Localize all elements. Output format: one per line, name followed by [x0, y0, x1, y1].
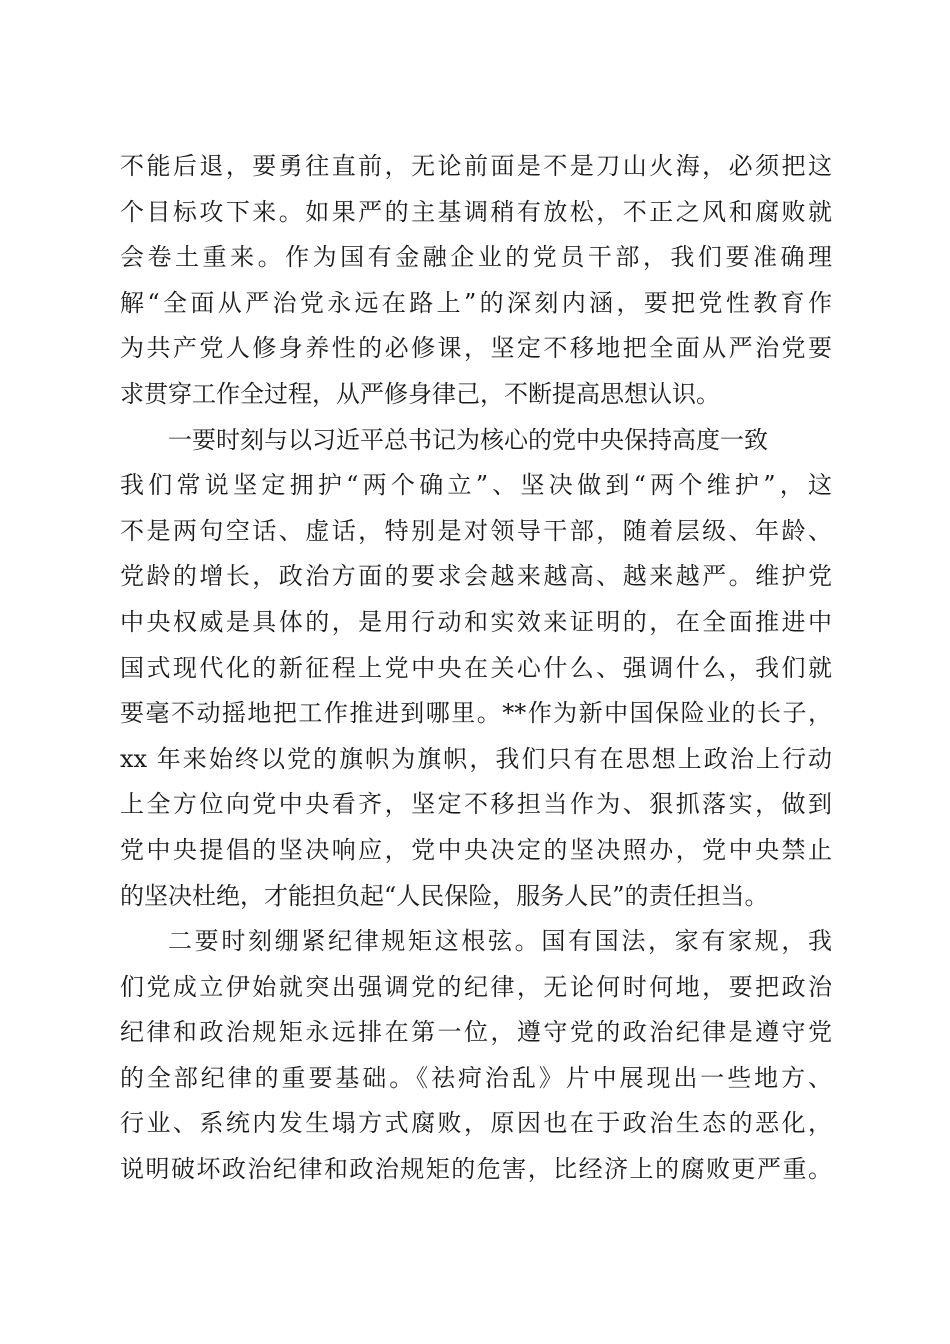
text-line: 要毫不动摇地把工作推进到哪里。**作为新中国保险业的长子， [120, 699, 832, 728]
text-line: 不是两句空话、虚话，特别是对领导干部，随着层级、年龄、 [120, 516, 832, 545]
section-heading-line: 一要时刻与以习近平总书记为核心的党中央保持高度一致 [168, 425, 768, 454]
text-line: 党中央提倡的坚决响应，党中央决定的坚决照办，党中央禁止 [120, 835, 832, 864]
text-line: 行业、系统内发生塌方式腐败，原因也在于政治生态的恶化， [120, 1109, 832, 1138]
text-line: xx 年来始终以党的旗帜为旗帜，我们只有在思想上政治上行动 [120, 744, 832, 773]
text-line: 个目标攻下来。如果严的主基调稍有放松，不正之风和腐败就 [120, 197, 832, 226]
body-text [120, 144, 832, 1193]
text-line: 们党成立伊始就突出强调党的纪律，无论何时何地，要把政治 [120, 972, 832, 1001]
text-line: 解“全面从严治党永远在路上”的深刻内涵，要把党性教育作 [120, 288, 832, 317]
text-line: 中央权威是具体的，是用行动和实效来证明的，在全面推进中 [120, 607, 832, 636]
text-line: 的全部纪律的重要基础。《祛疴治乱》片中展现出一些地方、 [120, 1063, 832, 1092]
text-line: 国式现代化的新征程上党中央在关心什么、强调什么，我们就 [120, 653, 832, 682]
text-line: 求贯穿工作全过程，从严修身律己，不断提高思想认识。 [120, 379, 720, 408]
text-line: 不能后退，要勇往直前，无论前面是不是刀山火海，必须把这 [120, 152, 832, 180]
text-line: 会卷土重来。作为国有金融企业的党员干部，我们要准确理 [120, 243, 832, 272]
section-heading-line: 二要时刻绷紧纪律规矩这根弦。国有国法，家有家规，我 [168, 927, 832, 956]
text-line: 纪律和政治规矩永远排在第一位，遵守党的政治纪律是遵守党 [120, 1018, 832, 1047]
text-line: 说明破坏政治纪律和政治规矩的危害，比经济上的腐败更严重。 [120, 1155, 832, 1184]
text-line: 为共产党人修身养性的必修课，坚定不移地把全面从严治党要 [120, 334, 832, 363]
text-line: 的坚决杜绝，才能担负起“人民保险，服务人民”的责任担当。 [120, 881, 769, 910]
text-line: 党龄的增长，政治方面的要求会越来越高、越来越严。维护党 [120, 562, 832, 591]
text-line: 我们常说坚定拥护“两个确立”、坚决做到“两个维护”，这 [120, 471, 832, 500]
text-line: 上全方位向党中央看齐，坚定不移担当作为、狠抓落实，做到 [120, 790, 832, 819]
